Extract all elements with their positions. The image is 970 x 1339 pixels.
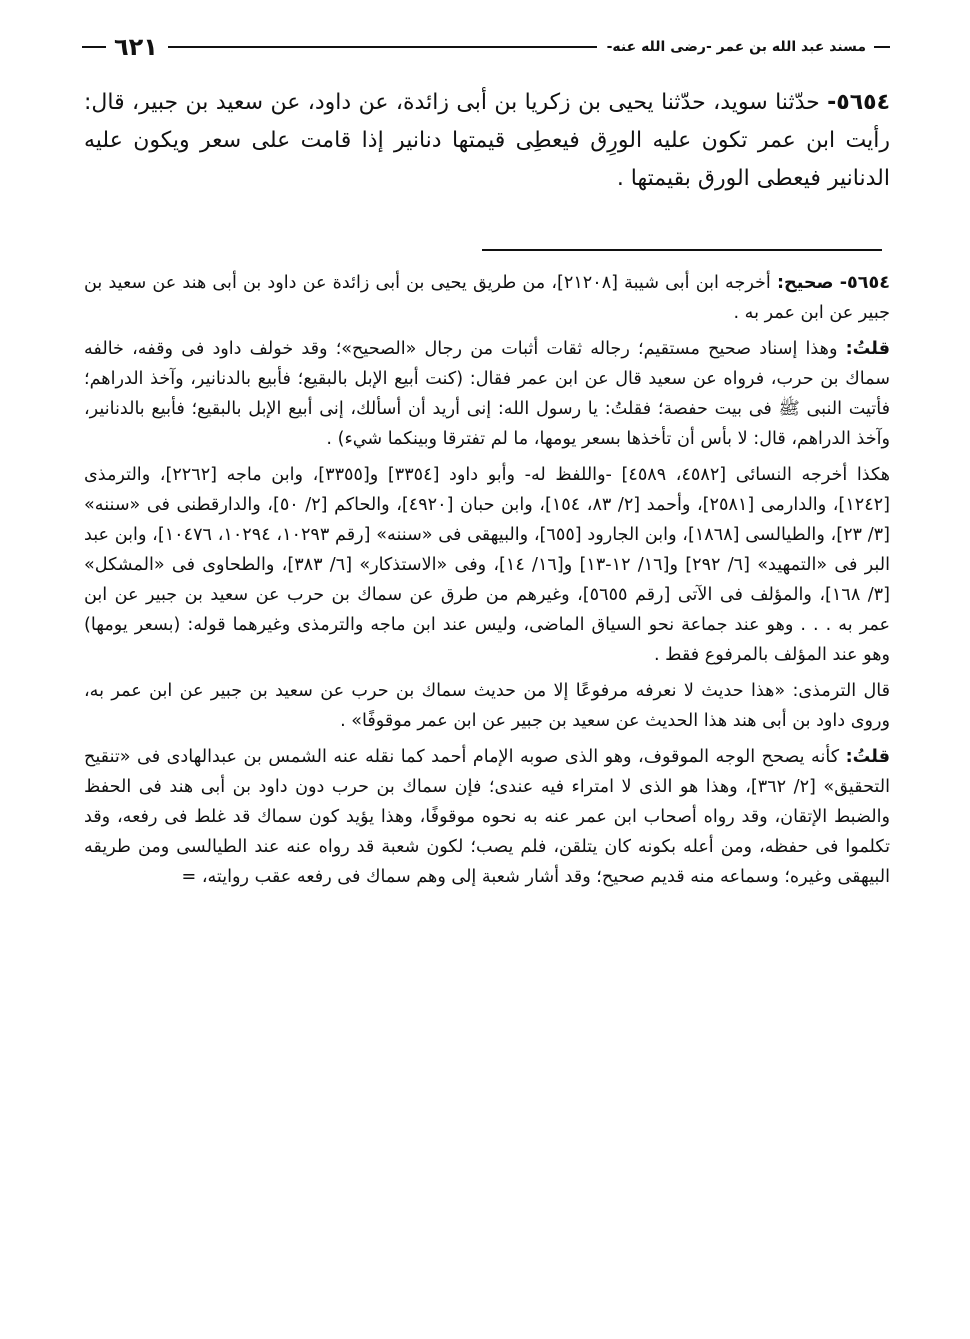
footnote-takhrij — [84, 268, 890, 328]
footnote-takhrij-text: أخرجه ابن أبى شيبة [٢١٢٠٨]، من طريق يحيى بن أبى زائدة عن داود بن أبى هند عن سعيد بن جبير عن ابن عمر به . — [84, 273, 890, 323]
footnote-tirmidhi — [84, 676, 890, 736]
header-dash-left — [82, 46, 106, 48]
footnote-separator — [482, 249, 882, 251]
running-title: مسند عبد الله بن عمر -رضى الله عنه- — [606, 39, 866, 55]
header-dash-right — [874, 46, 890, 48]
footnote-comment-2-text: كأنه يصحح الوجه الموقوف، وهو الذى صوبه الإمام أحمد كما نقله عنه الشمس بن عبدالهادى فى «تنقيح التحقيق» [٢/ ٣٦٢]، وهذا هو الذى لا امتراء فيه عندى؛ فإن سماك بن حرب دون داود بن أبى هند فى الحفظ والضبط الإتقان، وقد رواه أصحاب ابن عمر عنه به نحوه موقوفًا، وهذا يؤيد كون سماك قد غلط فى رفعه، وقد تكلموا فى حفظه، ومن أعله بكونه كان يتلقن، فلم يصب؛ لكون شعبة قد رواه عنه عند الطيالسى ومن طريقه البيهقى وغيره؛ وسماعه منه قديم صحيح؛ وقد أشار شعبة إلى وهم سماك فى رفعه عقب روايته، = — [84, 747, 890, 887]
hadith-number: ٥٦٥٤- — [827, 90, 890, 115]
page-number: ٦٢١ — [114, 33, 158, 61]
footnote-comment-2 — [84, 742, 890, 892]
footnote-comment-2-lead: قلتُ: — [845, 747, 891, 767]
footnote-sources — [84, 460, 890, 670]
footnote-comment-1-lead: قلتُ: — [845, 339, 890, 359]
footnotes — [84, 268, 890, 898]
hadith-body: حدّثنا سويد، حدّثنا يحيى بن زكريا بن أبى زائدة، عن داود، عن سعيد بن جبير، قال: رأيت ابن عمر تكون عليه الورِق فيعطِى قيمتها دنانير إذا قامت على سعر ويكون عليه الدنانير فيعطى الورق بقيمتها . — [84, 90, 890, 191]
footnote-comment-1-text: وهذا إسناد صحيح مستقيم؛ رجاله ثقات أثبات من رجال «الصحيح»؛ وقد خولف داود فى وقفه، خالفه سماك بن حرب، فرواه عن سعيد قال عن ابن عمر فقال: (كنت أبيع الإبل بالبقيع؛ فأبيع بالدنانير، وآخذ الدراهم؛ فأتيت النبى ﷺ فى بيت حفصة؛ فقلتُ: يا رسول الله: إنى أريد أن أسألك، إنى أبيع الإبل بالبقيع؛ فأبيع بالدنانير، وآخذ الدراهم، قال: لا بأس أن تأخذها بسعر يومها، ما لم تفترقا وبينكما شيء) . — [84, 339, 890, 449]
footnote-sources-text: هكذا أخرجه النسائى [٤٥٨٢، ٤٥٨٩] -واللفظ له- وأبو داود [٣٣٥٤] و[٣٣٥٥]، وابن ماجه [٢٢٦٢]، والترمذى [١٢٤٢]، والدارمى [٢٥٨١]، وأحمد [٢/ ٨٣، ١٥٤]، وابن حبان [٤٩٢٠]، والحاكم [٢/ ٥٠]، والدارقطنى فى «سننه» [٣/ ٢٣]، والطيالسى [١٨٦٨]، وابن الجارود [٦٥٥]، والبيهقى فى «سننه» [رقم ١٠٢٩٣، ١٠٢٩٤، ١٠٤٧٦]، وابن عبد البر فى «التمهيد» [٦/ ٢٩٢] و[١٦/ ١٢-١٣] و[١٦/ ١٤]، وفى «الاستذكار» [٦/ ٣٨٣]، والطحاوى فى «المشكل» [٣/ ١٦٨]، والمؤلف فى الآتى [رقم ٥٦٥٥]، وغيرهم من طرق عن سماك بن حرب عن سعيد بن جبير عن ابن عمر به . . . وهو عند جماعة نحو السياق الماضى، وليس عند ابن ماجه والترمذى وغيرهما قوله: (بسعر يومها) وهو عند المؤلف بالمرفوع فقط . — [84, 465, 891, 665]
footnote-number: ٥٦٥٤- — [839, 273, 891, 293]
footnote-grade: صحيح: — [776, 273, 834, 293]
footnote-tirmidhi-text: قال الترمذى: «هذا حديث لا نعرفه مرفوعًا إلا من حديث سماك بن حرب عن سعيد بن جبير عن ابن عمر به، وروى داود بن أبى هند هذا الحديث عن سعيد بن جبير عن ابن عمر موقوفًا» . — [84, 681, 890, 731]
header-rule — [168, 46, 597, 48]
hadith-text — [84, 84, 890, 198]
running-header — [82, 30, 890, 64]
footnote-comment-1 — [84, 334, 890, 454]
